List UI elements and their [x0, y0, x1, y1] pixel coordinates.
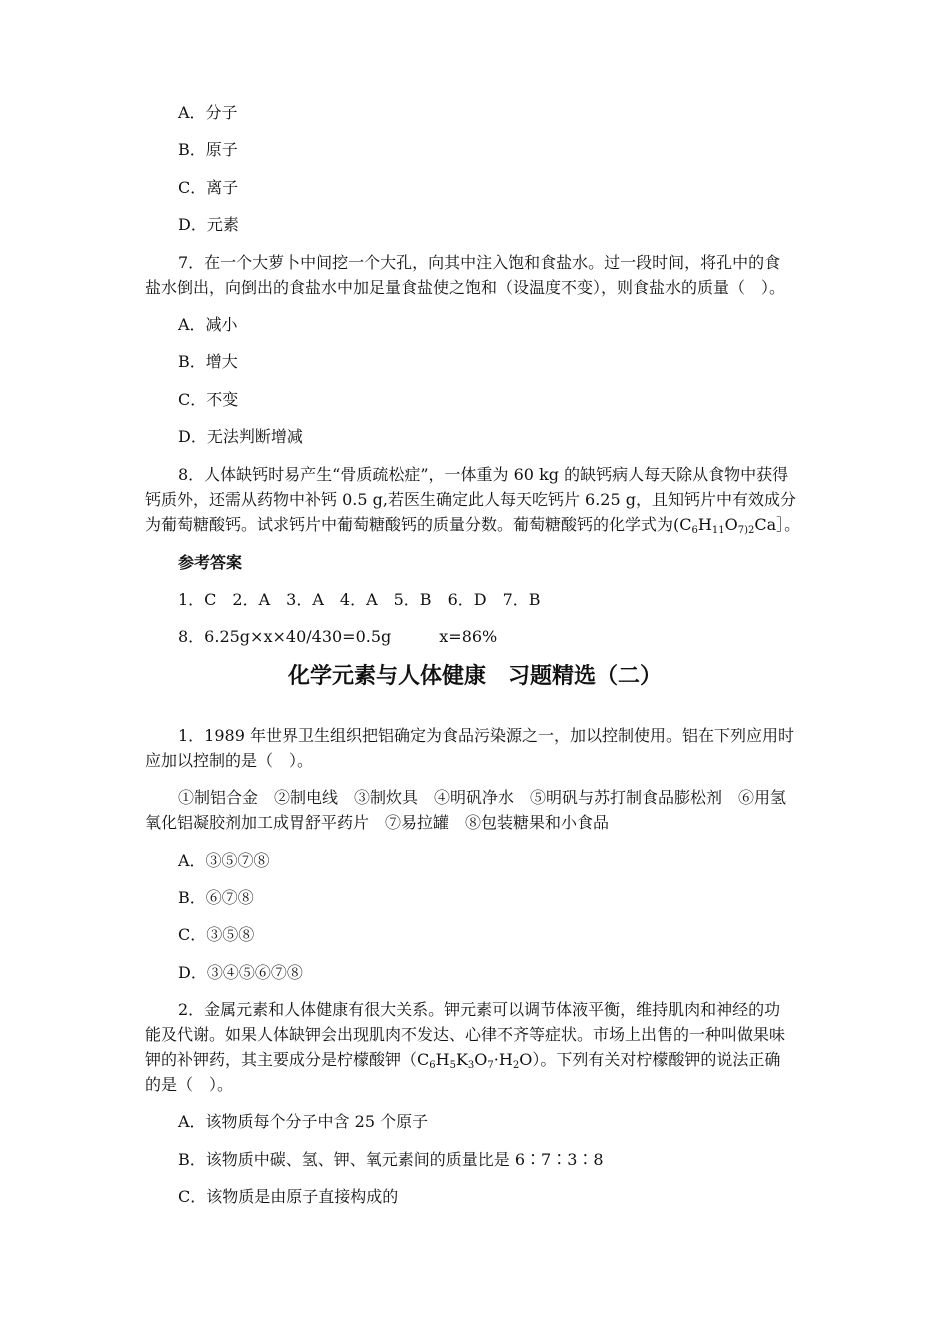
- option-d: D．元素: [178, 215, 239, 234]
- s2-question-2-line-3: 钾的补钾药，其主要成分是柠檬酸钾$(C_6H_5K_3O_7\cdot H_2O)$。下列有关对柠檬酸钾的说法正确: [145, 1050, 781, 1071]
- s2-question-1-line-1: 1．1989 年世界卫生组织把铝确定为食品污染源之一，加以控制使用。铝在下列应用时: [178, 726, 794, 745]
- s2-question-2-line-4: 的是（ ）。: [145, 1075, 234, 1094]
- question-7-line-1: 7．在一个大萝卜中间挖一个大孔，向其中注入饱和食盐水。过一段时间，将孔中的食: [178, 253, 781, 272]
- s2-question-1-items-1: ①制铝合金 ②制电线 ③制炊具 ④明矾净水 ⑤明矾与苏打制食品膨松剂 ⑥用氢: [178, 788, 787, 807]
- s2-question-1-items-2: 氧化铝凝胶剂加工成胃舒平药片 ⑦易拉罐 ⑧包装糖果和小食品: [145, 813, 610, 832]
- s2-question-1-option-c: C．③⑤⑧: [178, 925, 255, 944]
- answers-line-2: 8．6.25g×x×40/430=0.5g x=86%: [178, 627, 498, 646]
- s2-question-2-option-b: B．该物质中碳、氢、钾、氧元素间的质量比是 6∶7∶3∶8: [178, 1150, 604, 1169]
- question-8-line-2: 钙质外，还需从药物中补钙 0.5 g,若医生确定此人每天吃钙片 6.25 g，且知钙片中有效成分: [145, 490, 796, 509]
- option-c: C．离子: [178, 178, 239, 197]
- s2-question-1-option-b: B．⑥⑦⑧: [178, 888, 254, 907]
- s2-question-2-line-1: 2．金属元素和人体健康有很大关系。钾元素可以调节体液平衡，维持肌肉和神经的功: [178, 1000, 781, 1019]
- s2-question-1-option-d: D．③④⑤⑥⑦⑧: [178, 963, 303, 982]
- question-8-line-1: 8．人体缺钙时易产生“骨质疏松症”，一体重为 60 kg 的缺钙病人每天除从食物中获得: [178, 465, 789, 484]
- section-title: 化学元素与人体健康 习题精选（二）: [287, 664, 662, 689]
- s2-question-2-line-2: 能及代谢。如果人体缺钾会出现肌肉不发达、心律不齐等症状。市场上出售的一种叫做果味: [145, 1025, 786, 1044]
- option-b: B．原子: [178, 140, 238, 159]
- s2-question-2-option-a: A．该物质每个分子中含 25 个原子: [178, 1112, 429, 1131]
- question-8-line-3: 为葡萄糖酸钙。试求钙片中葡萄糖酸钙的质量分数。葡萄糖酸钙的化学式为($C_6H_{11}O_{7)2}Ca]$。: [145, 515, 801, 536]
- question-7-option-c: C．不变: [178, 390, 239, 409]
- option-a: A．分子: [178, 103, 238, 122]
- s2-question-1-line-2: 应加以控制的是（ ）。: [145, 751, 314, 770]
- answers-heading: 参考答案: [178, 553, 243, 572]
- question-7-option-d: D．无法判断增减: [178, 427, 303, 446]
- question-7-line-2: 盐水倒出，向倒出的食盐水中加足量食盐使之饱和（设温度不变），则食盐水的质量（ ）。: [145, 278, 786, 297]
- question-7-option-b: B．增大: [178, 352, 238, 371]
- question-7-option-a: A．减小: [178, 315, 238, 334]
- answers-line-1: 1．C 2．A 3．A 4．A 5．B 6．D 7．B: [178, 590, 541, 609]
- s2-question-2-option-c: C．该物质是由原子直接构成的: [178, 1187, 399, 1206]
- s2-question-1-option-a: A．③⑤⑦⑧: [178, 851, 270, 870]
